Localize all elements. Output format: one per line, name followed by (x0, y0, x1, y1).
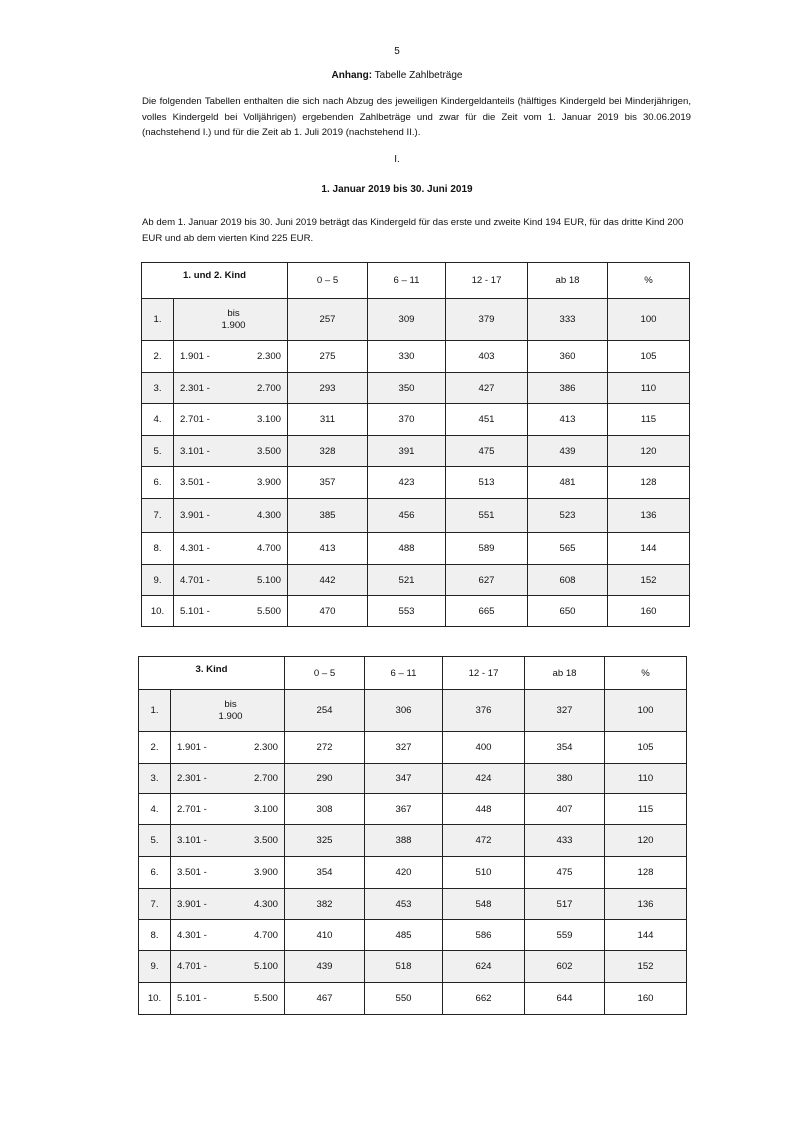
value-cell: 470 (288, 596, 368, 627)
value-cell: 382 (285, 889, 365, 920)
income-range (171, 889, 285, 920)
value-cell: 136 (608, 499, 690, 533)
group-label: 3. Kind (139, 657, 285, 690)
income-range (171, 825, 285, 857)
value-cell: 120 (608, 436, 690, 467)
value-cell: 293 (288, 373, 368, 404)
value-cell: 521 (368, 565, 446, 596)
group-label: 1. und 2. Kind (142, 263, 288, 299)
value-cell: 400 (443, 732, 525, 764)
range-to: 2.700 (254, 773, 279, 784)
page-number: 5 (394, 46, 400, 57)
income-range (174, 467, 288, 499)
range-to: 4.300 (256, 510, 281, 521)
page-title (0, 70, 794, 81)
table-row (139, 889, 687, 920)
row-index: 5. (139, 825, 171, 857)
table-row (139, 857, 687, 889)
value-cell: 523 (528, 499, 608, 533)
income-range (171, 951, 285, 983)
range-from: 3.101 - (177, 835, 207, 846)
value-cell: 330 (368, 341, 446, 373)
range-to: 1.900 (221, 319, 246, 331)
row-index: 7. (142, 499, 174, 533)
value-cell: 115 (608, 404, 690, 436)
column-header: ab 18 (525, 657, 605, 690)
range-to: 4.700 (256, 543, 281, 554)
row-index: 6. (139, 857, 171, 889)
value-cell: 115 (605, 794, 687, 825)
row-index: 8. (142, 533, 174, 565)
value-cell: 376 (443, 690, 525, 732)
value-cell: 403 (446, 341, 528, 373)
value-cell: 160 (608, 596, 690, 627)
table-row (139, 825, 687, 857)
value-cell: 388 (365, 825, 443, 857)
range-from: bis (224, 698, 237, 710)
range-from: 3.501 - (177, 867, 207, 878)
row-index: 5. (142, 436, 174, 467)
value-cell: 128 (605, 857, 687, 889)
table-row (139, 690, 687, 732)
range-to: 5.100 (256, 574, 281, 586)
column-header: % (608, 263, 690, 299)
range-from: 3.501 - (180, 477, 210, 488)
value-cell: 510 (443, 857, 525, 889)
row-index: 9. (142, 565, 174, 596)
income-range (174, 404, 288, 436)
value-cell: 152 (608, 565, 690, 596)
range-from: 4.301 - (177, 929, 207, 941)
value-cell: 379 (446, 299, 528, 341)
value-cell: 518 (365, 951, 443, 983)
value-cell: 602 (525, 951, 605, 983)
value-cell: 385 (288, 499, 368, 533)
row-index: 4. (139, 794, 171, 825)
value-cell: 354 (285, 857, 365, 889)
income-range (174, 533, 288, 565)
value-cell: 488 (368, 533, 446, 565)
value-cell: 644 (525, 983, 605, 1015)
income-range (171, 690, 285, 732)
range-from: 5.101 - (177, 993, 207, 1004)
value-cell: 327 (525, 690, 605, 732)
range-from: 4.701 - (177, 961, 207, 972)
table-row (142, 533, 690, 565)
value-cell: 152 (605, 951, 687, 983)
table-row (142, 404, 690, 436)
range-to: 4.300 (254, 898, 279, 910)
range-from: 2.301 - (177, 773, 207, 784)
value-cell: 275 (288, 341, 368, 373)
income-range (174, 565, 288, 596)
value-cell: 662 (443, 983, 525, 1015)
value-cell: 413 (288, 533, 368, 565)
value-cell: 110 (608, 373, 690, 404)
income-range (174, 341, 288, 373)
range-to: 3.100 (256, 414, 281, 425)
value-cell: 589 (446, 533, 528, 565)
column-header: 12 - 17 (446, 263, 528, 299)
value-cell: 586 (443, 920, 525, 951)
income-range (171, 764, 285, 794)
value-cell: 360 (528, 341, 608, 373)
range-from: 3.101 - (180, 445, 210, 457)
value-cell: 553 (368, 596, 446, 627)
value-cell: 367 (365, 794, 443, 825)
value-cell: 451 (446, 404, 528, 436)
value-cell: 559 (525, 920, 605, 951)
income-range (171, 983, 285, 1015)
table-row (139, 920, 687, 951)
range-to: 3.900 (256, 477, 281, 488)
value-cell: 565 (528, 533, 608, 565)
value-cell: 136 (605, 889, 687, 920)
column-header: 0 – 5 (288, 263, 368, 299)
row-index: 1. (139, 690, 171, 732)
value-cell: 427 (446, 373, 528, 404)
income-range (171, 732, 285, 764)
value-cell: 475 (525, 857, 605, 889)
income-range (174, 436, 288, 467)
column-header: 6 – 11 (365, 657, 443, 690)
value-cell: 424 (443, 764, 525, 794)
table-row (142, 299, 690, 341)
row-index: 2. (142, 341, 174, 373)
value-cell: 120 (605, 825, 687, 857)
range-to: 5.100 (254, 961, 279, 972)
value-cell: 627 (446, 565, 528, 596)
value-cell: 391 (368, 436, 446, 467)
value-cell: 144 (608, 533, 690, 565)
value-cell: 100 (605, 690, 687, 732)
value-cell: 439 (285, 951, 365, 983)
table-row (142, 565, 690, 596)
value-cell: 325 (285, 825, 365, 857)
row-index: 3. (139, 764, 171, 794)
range-to: 1.900 (218, 710, 243, 722)
column-header: ab 18 (528, 263, 608, 299)
value-cell: 328 (288, 436, 368, 467)
value-cell: 624 (443, 951, 525, 983)
value-cell: 448 (443, 794, 525, 825)
intro-paragraph: Die folgenden Tabellen enthalten die sich nach Abzug des jeweiligen Kindergeldanteils (hälftiges Kindergeld bei Minderjährigen, volles Kindergeld bei Volljährigen) ergebenden Zahlbeträge und zwar für die Zeit vom 1. Januar 2019 bis 30.06.2019 (nachstehend I.) und für die Zeit ab 1. Juli 2019 (nachstehend II.). (142, 96, 691, 139)
table-child-3 (138, 656, 687, 1015)
value-cell: 475 (446, 436, 528, 467)
section-text: Ab dem 1. Januar 2019 bis 30. Juni 2019 beträgt das Kindergeld für das erste und zweite Kind 194 EUR, für das dritte Kind 200 EUR und ab dem vierten Kind 225 EUR. (142, 217, 684, 244)
range-to: 5.500 (256, 605, 281, 617)
value-cell: 386 (528, 373, 608, 404)
table-row (142, 467, 690, 499)
table-row (142, 596, 690, 627)
range-to: 3.100 (254, 803, 279, 815)
range-to: 2.300 (256, 351, 281, 362)
value-cell: 105 (608, 341, 690, 373)
income-range (171, 920, 285, 951)
row-index: 8. (139, 920, 171, 951)
income-range (174, 499, 288, 533)
table-row (139, 983, 687, 1015)
value-cell: 327 (365, 732, 443, 764)
range-from: 4.701 - (180, 574, 210, 586)
row-index: 6. (142, 467, 174, 499)
value-cell: 309 (368, 299, 446, 341)
table-header-row (142, 263, 690, 299)
table-row (142, 373, 690, 404)
income-range (174, 299, 288, 341)
value-cell: 548 (443, 889, 525, 920)
value-cell: 410 (285, 920, 365, 951)
range-from: 2.701 - (180, 414, 210, 425)
value-cell: 407 (525, 794, 605, 825)
income-range (171, 857, 285, 889)
range-to: 2.300 (254, 742, 279, 753)
value-cell: 100 (608, 299, 690, 341)
column-header: % (605, 657, 687, 690)
value-cell: 347 (365, 764, 443, 794)
range-from: 1.901 - (177, 742, 207, 753)
range-from: 4.301 - (180, 543, 210, 554)
range-to: 5.500 (254, 993, 279, 1004)
value-cell: 144 (605, 920, 687, 951)
range-from: 3.901 - (177, 898, 207, 910)
range-from: 2.301 - (180, 382, 210, 394)
value-cell: 308 (285, 794, 365, 825)
value-cell: 257 (288, 299, 368, 341)
value-cell: 439 (528, 436, 608, 467)
table-row (142, 341, 690, 373)
section-heading: 1. Januar 2019 bis 30. Juni 2019 (321, 184, 473, 195)
value-cell: 551 (446, 499, 528, 533)
value-cell: 472 (443, 825, 525, 857)
row-index: 1. (142, 299, 174, 341)
range-from: bis (227, 307, 240, 319)
income-range (174, 596, 288, 627)
range-to: 2.700 (256, 382, 281, 394)
value-cell: 433 (525, 825, 605, 857)
row-index: 10. (142, 596, 174, 627)
row-index: 3. (142, 373, 174, 404)
value-cell: 110 (605, 764, 687, 794)
value-cell: 380 (525, 764, 605, 794)
table-children-1-2 (141, 262, 690, 627)
value-cell: 272 (285, 732, 365, 764)
row-index: 2. (139, 732, 171, 764)
row-index: 10. (139, 983, 171, 1015)
table-row (139, 764, 687, 794)
value-cell: 333 (528, 299, 608, 341)
table-row (142, 499, 690, 533)
value-cell: 306 (365, 690, 443, 732)
range-from: 3.901 - (180, 510, 210, 521)
value-cell: 481 (528, 467, 608, 499)
range-to: 4.700 (254, 929, 279, 941)
value-cell: 467 (285, 983, 365, 1015)
value-cell: 442 (288, 565, 368, 596)
value-cell: 354 (525, 732, 605, 764)
value-cell: 423 (368, 467, 446, 499)
value-cell: 254 (285, 690, 365, 732)
value-cell: 290 (285, 764, 365, 794)
value-cell: 513 (446, 467, 528, 499)
value-cell: 650 (528, 596, 608, 627)
value-cell: 350 (368, 373, 446, 404)
range-from: 2.701 - (177, 803, 207, 815)
value-cell: 456 (368, 499, 446, 533)
column-header: 0 – 5 (285, 657, 365, 690)
income-range (174, 373, 288, 404)
column-header: 12 - 17 (443, 657, 525, 690)
range-to: 3.500 (256, 445, 281, 457)
table-row (142, 436, 690, 467)
value-cell: 357 (288, 467, 368, 499)
title-bold: Anhang: (331, 70, 373, 81)
value-cell: 105 (605, 732, 687, 764)
range-to: 3.900 (254, 867, 279, 878)
range-from: 5.101 - (180, 605, 210, 617)
row-index: 7. (139, 889, 171, 920)
column-header: 6 – 11 (368, 263, 446, 299)
range-to: 3.500 (254, 835, 279, 846)
value-cell: 485 (365, 920, 443, 951)
value-cell: 128 (608, 467, 690, 499)
row-index: 9. (139, 951, 171, 983)
table-row (139, 732, 687, 764)
income-range (171, 794, 285, 825)
value-cell: 550 (365, 983, 443, 1015)
table-row (139, 951, 687, 983)
title-rest: Tabelle Zahlbeträge (372, 70, 463, 81)
value-cell: 420 (365, 857, 443, 889)
value-cell: 311 (288, 404, 368, 436)
value-cell: 413 (528, 404, 608, 436)
value-cell: 608 (528, 565, 608, 596)
row-index: 4. (142, 404, 174, 436)
value-cell: 453 (365, 889, 443, 920)
table-row (139, 794, 687, 825)
section-numeral: I. (394, 154, 400, 165)
table-header-row (139, 657, 687, 690)
value-cell: 665 (446, 596, 528, 627)
value-cell: 370 (368, 404, 446, 436)
value-cell: 160 (605, 983, 687, 1015)
value-cell: 517 (525, 889, 605, 920)
range-from: 1.901 - (180, 351, 210, 362)
